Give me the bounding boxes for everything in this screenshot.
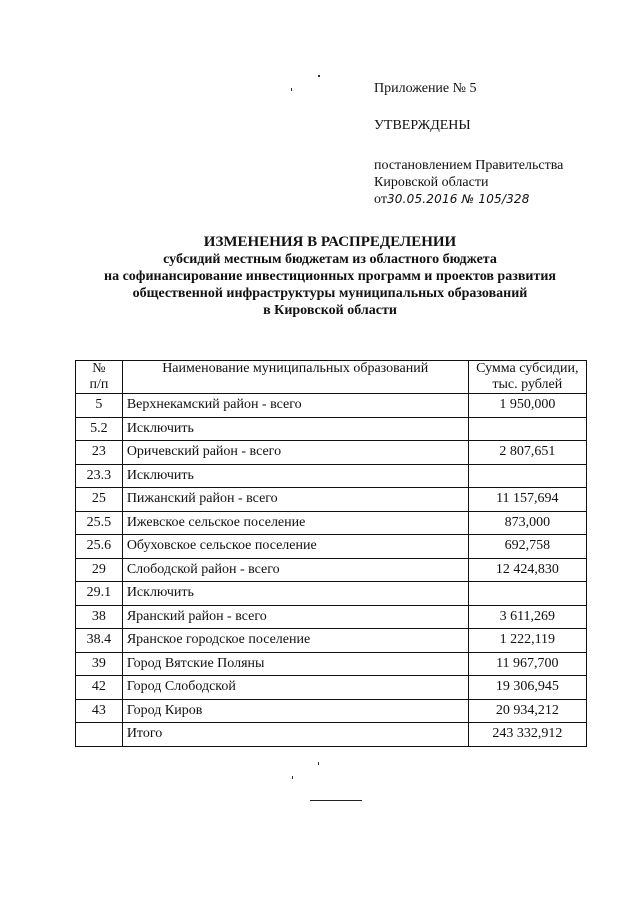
- table-row: [76, 652, 587, 676]
- row-number: 29: [76, 558, 123, 582]
- title-line-2: субсидий местным бюджетам из областного бюджета: [163, 252, 497, 267]
- row-sum: 1 950,000: [468, 394, 586, 418]
- header-sum-line-1: Сумма субсидии,: [476, 361, 579, 376]
- table-row: [76, 464, 587, 488]
- row-name: Яранский район - всего: [122, 605, 468, 629]
- table-row: [76, 699, 587, 723]
- table-header-row: [76, 361, 587, 394]
- row-name: Ижевское сельское поселение: [122, 511, 468, 535]
- row-number: 42: [76, 676, 123, 700]
- row-name: Исключить: [122, 464, 468, 488]
- closing-rule: [310, 800, 362, 801]
- row-number: 5.2: [76, 417, 123, 441]
- row-number: 29.1: [76, 582, 123, 606]
- row-number: [76, 723, 123, 747]
- table-row: [76, 605, 587, 629]
- row-number: 25.5: [76, 511, 123, 535]
- row-number: 25: [76, 488, 123, 512]
- row-sum: 243 332,912: [468, 723, 586, 747]
- document-title: [60, 234, 600, 319]
- title-line-3: на софинансирование инвестиционных программ и проектов развития: [104, 269, 556, 284]
- row-number: 5: [76, 394, 123, 418]
- row-sum: 873,000: [468, 511, 586, 535]
- scan-speck: [318, 75, 320, 77]
- table-row: [76, 535, 587, 559]
- header-number-line-2: п/п: [89, 377, 109, 392]
- row-name: Пижанский район - всего: [122, 488, 468, 512]
- row-sum: 1 222,119: [468, 629, 586, 653]
- row-number: 25.6: [76, 535, 123, 559]
- row-name: Слободской район - всего: [122, 558, 468, 582]
- table-row: [76, 629, 587, 653]
- scan-speck: [318, 762, 319, 765]
- row-name: Верхнекамский район - всего: [122, 394, 468, 418]
- row-name: Обуховское сельское поселение: [122, 535, 468, 559]
- table-row: [76, 676, 587, 700]
- row-sum: 3 611,269: [468, 605, 586, 629]
- decree-handwritten-number: 30.05.2016 № 105/328: [386, 192, 530, 206]
- decree-date-line: [374, 191, 614, 208]
- table-row: [76, 511, 587, 535]
- row-number: 39: [76, 652, 123, 676]
- table-row: [76, 723, 587, 747]
- table-row: [76, 394, 587, 418]
- title-line-4: общественной инфраструктуры муниципальных образований: [132, 286, 528, 301]
- row-number: 38.4: [76, 629, 123, 653]
- row-name: Город Киров: [122, 699, 468, 723]
- decree-reference: [374, 157, 614, 208]
- row-sum: 20 934,212: [468, 699, 586, 723]
- table-row: [76, 582, 587, 606]
- title-line-5: в Кировской области: [263, 303, 397, 318]
- row-sum: [468, 582, 586, 606]
- row-name: Итого: [122, 723, 468, 747]
- row-number: 43: [76, 699, 123, 723]
- header-name: Наименование муниципальных образований: [122, 361, 468, 394]
- table-body: [76, 394, 587, 747]
- title-line-1: ИЗМЕНЕНИЯ В РАСПРЕДЕЛЕНИИ: [203, 234, 457, 250]
- row-name: Яранское городское поселение: [122, 629, 468, 653]
- approval-block: [374, 80, 614, 208]
- decree-line-2: Кировской области: [374, 175, 489, 190]
- row-sum: 692,758: [468, 535, 586, 559]
- row-sum: [468, 417, 586, 441]
- table-row: [76, 441, 587, 465]
- row-sum: 2 807,651: [468, 441, 586, 465]
- row-sum: 11 967,700: [468, 652, 586, 676]
- annex-number: Приложение № 5: [374, 81, 477, 96]
- scan-speck: [292, 776, 293, 779]
- decree-line-1: постановлением Правительства: [374, 158, 564, 173]
- row-number: 23: [76, 441, 123, 465]
- table-row: [76, 488, 587, 512]
- row-name: Город Вятские Поляны: [122, 652, 468, 676]
- row-number: 38: [76, 605, 123, 629]
- row-name: Исключить: [122, 417, 468, 441]
- decree-prefix: от: [374, 192, 387, 207]
- row-sum: 19 306,945: [468, 676, 586, 700]
- row-name: Исключить: [122, 582, 468, 606]
- table-row: [76, 558, 587, 582]
- scan-speck: [291, 88, 292, 91]
- header-sum: [468, 361, 586, 394]
- table-row: [76, 417, 587, 441]
- header-number: [76, 361, 123, 394]
- row-sum: 11 157,694: [468, 488, 586, 512]
- header-number-line-1: №: [92, 361, 106, 376]
- row-sum: 12 424,830: [468, 558, 586, 582]
- row-number: 23.3: [76, 464, 123, 488]
- header-sum-line-2: тыс. рублей: [492, 377, 563, 392]
- row-sum: [468, 464, 586, 488]
- subsidy-table: [75, 360, 587, 747]
- row-name: Оричевский район - всего: [122, 441, 468, 465]
- row-name: Город Слободской: [122, 676, 468, 700]
- approved-label: УТВЕРЖДЕНЫ: [374, 118, 471, 133]
